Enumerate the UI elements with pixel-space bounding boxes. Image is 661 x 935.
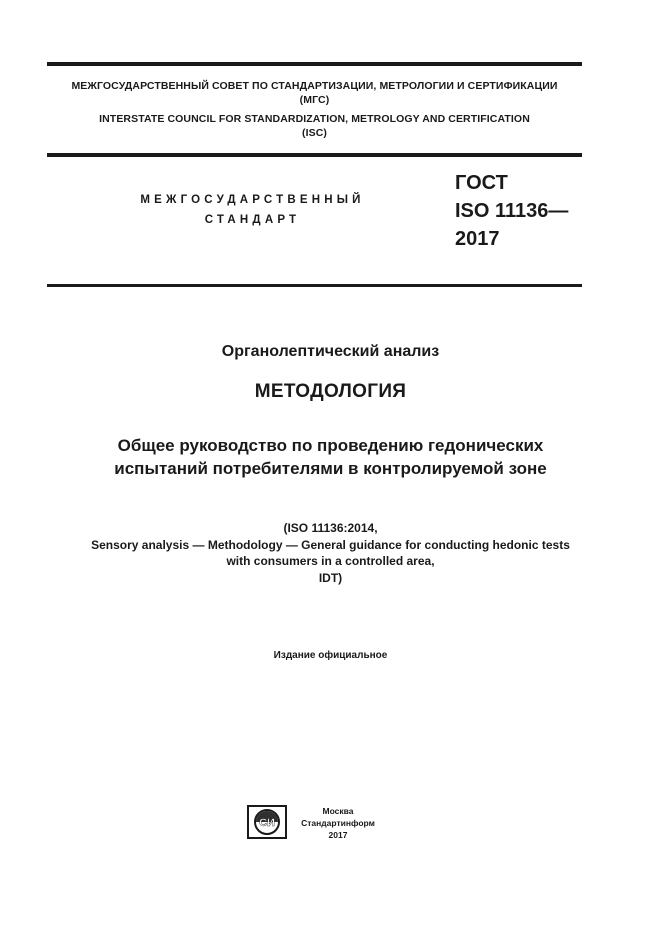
council-en-line1: INTERSTATE COUNCIL FOR STANDARDIZATION, METROLOGY AND CERTIFICATION <box>99 113 530 125</box>
iso-reference-line1: (ISO 11136:2014, <box>283 521 378 535</box>
council-ru-line1: МЕЖГОСУДАРСТВЕННЫЙ СОВЕТ ПО СТАНДАРТИЗАЦИИ, МЕТРОЛОГИИ И СЕРТИФИКАЦИИ <box>71 80 558 92</box>
subtitle-line2: испытаний потребителями в контролируемой зоне <box>114 459 547 478</box>
middle-rule <box>47 153 582 157</box>
iso-reference <box>20 520 641 586</box>
council-name-en <box>47 112 582 140</box>
top-rule <box>47 62 582 66</box>
document-title-subtitle <box>47 434 614 480</box>
council-name-ru <box>47 79 582 107</box>
standartinform-logo-icon <box>247 805 287 839</box>
publisher-city: Москва <box>322 806 354 816</box>
standard-type <box>120 190 385 230</box>
council-ru-abbr: (МГС) <box>299 94 330 106</box>
document-title-main: МЕТОДОЛОГИЯ <box>254 381 407 402</box>
publisher-block <box>298 805 378 841</box>
gost-line2: ISO 11136— <box>455 200 569 222</box>
standard-type-line2: СТАНДАРТ <box>204 214 301 226</box>
gost-line1: ГОСТ <box>455 172 508 194</box>
publisher-year: 2017 <box>328 830 348 840</box>
council-en-abbr: (ISC) <box>302 127 327 139</box>
iso-reference-line2: Sensory analysis — Methodology — General guidance for conducting hedonic tests <box>91 537 570 552</box>
gost-line3: 2017 <box>455 228 500 250</box>
bottom-rule <box>47 284 582 287</box>
gost-designation <box>455 169 568 253</box>
iso-reference-line3: with consumers in a controlled area, <box>226 554 435 568</box>
logo-text: СИ <box>259 817 275 829</box>
edition-label: Издание официальное <box>273 650 388 661</box>
subtitle-line1: Общее руководство по проведению гедонических <box>117 436 544 455</box>
publisher-name: Стандартинформ <box>301 818 375 828</box>
iso-reference-line4: IDT) <box>318 570 343 585</box>
document-title-subject: Органолептический анализ <box>221 343 440 360</box>
standard-type-line1: МЕЖГОСУДАРСТВЕННЫЙ <box>140 194 365 206</box>
